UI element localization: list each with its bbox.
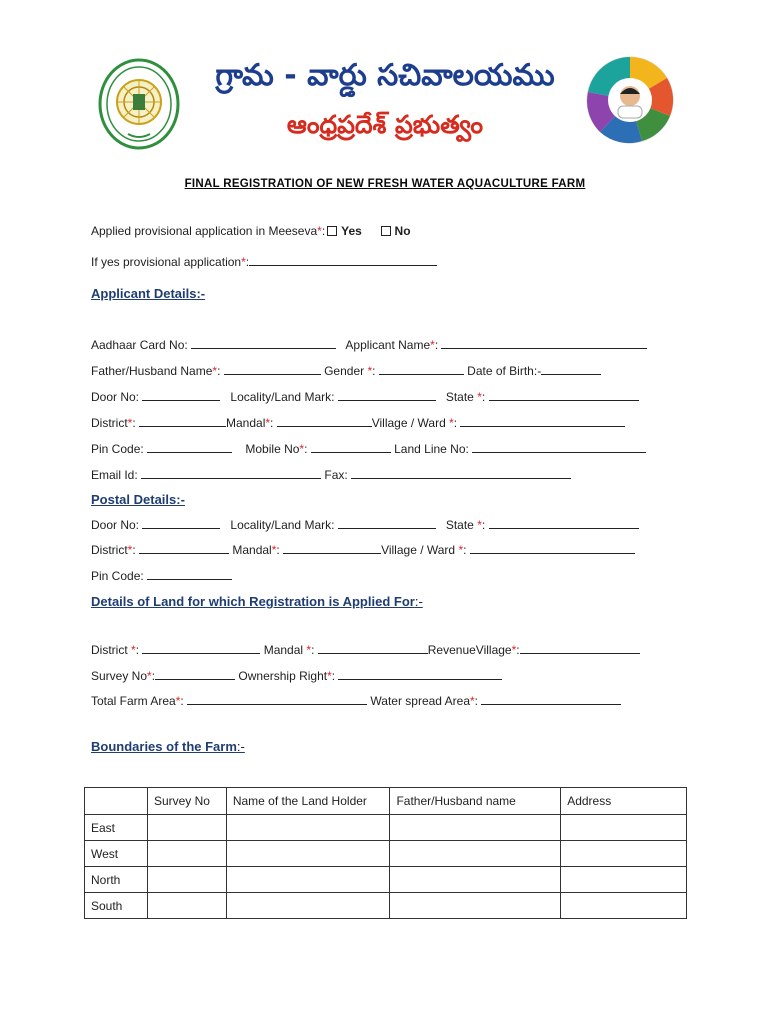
yes-checkbox[interactable]	[327, 226, 337, 236]
district-row: District*: Mandal*: Village / Ward *:	[91, 415, 625, 431]
provisional-row: If yes provisional application*:	[91, 254, 437, 270]
mandal-label: Mandal	[226, 416, 266, 430]
table-header-cell: Survey No	[147, 788, 226, 815]
dob-label: Date of Birth:-	[467, 364, 542, 378]
postal-door-label: Door No:	[91, 518, 140, 532]
survey-label: Survey No	[91, 669, 148, 683]
table-header-cell	[85, 788, 148, 815]
aadhaar-label: Aadhaar Card No:	[91, 338, 188, 352]
water-area-label: Water spread Area	[370, 694, 470, 708]
table-cell[interactable]	[561, 815, 687, 841]
provisional-label: If yes provisional application	[91, 255, 242, 269]
postal-district-row: District*: Mandal*: Village / Ward *:	[91, 542, 635, 558]
table-cell[interactable]	[226, 867, 390, 893]
table-cell[interactable]	[561, 841, 687, 867]
no-checkbox[interactable]	[381, 226, 391, 236]
district-input[interactable]	[139, 415, 226, 427]
postal-pin-row	[91, 568, 232, 584]
table-row	[85, 815, 687, 841]
survey-row: Survey No*: Ownership Right*:	[91, 668, 502, 684]
ownership-label: Ownership Right	[238, 669, 328, 683]
provisional-input[interactable]	[249, 254, 437, 266]
postal-locality-label: Locality/Land Mark:	[230, 518, 335, 532]
survey-input[interactable]	[155, 668, 235, 680]
land-section-label: Details of Land for which Registration is Applied For	[91, 594, 415, 609]
applicant-name-input[interactable]	[441, 337, 647, 349]
table-cell[interactable]	[390, 867, 561, 893]
table-cell[interactable]	[561, 893, 687, 919]
fax-input[interactable]	[351, 467, 571, 479]
mobile-input[interactable]	[311, 441, 391, 453]
door-input[interactable]	[142, 389, 220, 401]
boundaries-section-label: Boundaries of the Farm	[91, 739, 237, 754]
father-row: Father/Husband Name*: Gender *: Date of Birth:-	[91, 363, 601, 379]
table-cell[interactable]	[226, 841, 390, 867]
row-label-south: South	[85, 893, 148, 919]
postal-pin-input[interactable]	[147, 568, 232, 580]
postal-door-row: Door No: Locality/Land Mark: State *:	[91, 517, 639, 533]
postal-section-title: Postal Details:-	[91, 492, 185, 507]
mandal-input[interactable]	[277, 415, 372, 427]
revenue-village-input[interactable]	[520, 642, 640, 654]
revenue-village-label: RevenueVillage	[427, 643, 512, 657]
door-row: Door No: Locality/Land Mark: State *:	[91, 389, 639, 405]
boundaries-table	[84, 787, 687, 919]
aadhaar-row: Aadhaar Card No: Applicant Name*:	[91, 337, 647, 353]
dob-input[interactable]	[541, 363, 601, 375]
table-header-row	[85, 788, 687, 815]
postal-village-input[interactable]	[470, 542, 635, 554]
row-label-west: West	[85, 841, 148, 867]
total-area-label: Total Farm Area	[91, 694, 176, 708]
table-cell[interactable]	[390, 815, 561, 841]
land-district-row: District *: Mandal *: RevenueVillage*:	[91, 642, 640, 658]
row-label-east: East	[85, 815, 148, 841]
applicant-name-label: Applicant Name	[345, 338, 431, 352]
table-cell[interactable]	[147, 867, 226, 893]
table-cell[interactable]	[147, 893, 226, 919]
village-label: Village / Ward	[371, 416, 446, 430]
father-label: Father/Husband Name	[91, 364, 213, 378]
area-row: Total Farm Area*: Water spread Area*:	[91, 693, 621, 709]
form-title: FINAL REGISTRATION OF NEW FRESH WATER AQUACULTURE FARM	[184, 178, 586, 190]
table-cell[interactable]	[226, 815, 390, 841]
table-row	[85, 893, 687, 919]
gender-label: Gender	[324, 364, 365, 378]
email-row	[91, 467, 571, 483]
father-input[interactable]	[224, 363, 321, 375]
boundaries-section-suffix: :-	[236, 739, 245, 754]
land-mandal-input[interactable]	[318, 642, 428, 654]
district-label: District	[91, 416, 128, 430]
total-area-input[interactable]	[187, 693, 367, 705]
table-cell[interactable]	[561, 867, 687, 893]
land-section-suffix: :-	[414, 594, 423, 609]
row-label-north: North	[85, 867, 148, 893]
water-area-input[interactable]	[481, 693, 621, 705]
meeseva-row: Applied provisional application in Meeseva*: Yes No	[91, 224, 411, 238]
table-header-cell: Father/Husband name	[390, 788, 561, 815]
land-district-input[interactable]	[142, 642, 260, 654]
table-cell[interactable]	[147, 841, 226, 867]
pin-row: Pin Code: Mobile No*: Land Line No:	[91, 441, 646, 457]
meeseva-label: Applied provisional application in Meeseva	[91, 224, 318, 238]
table-cell[interactable]	[147, 815, 226, 841]
table-header-cell: Address	[561, 788, 687, 815]
table-row	[85, 867, 687, 893]
state-label: State	[445, 390, 474, 404]
postal-mandal-label: Mandal	[232, 543, 272, 557]
table-cell[interactable]	[390, 841, 561, 867]
state-input[interactable]	[489, 389, 639, 401]
landline-label: Land Line No:	[394, 442, 469, 456]
email-input[interactable]	[141, 467, 321, 479]
gender-input[interactable]	[379, 363, 464, 375]
boundaries-section-title	[91, 739, 245, 754]
fax-label: Fax:	[324, 468, 348, 482]
email-label: Email Id:	[91, 468, 138, 482]
table-header-cell: Name of the Land Holder	[226, 788, 390, 815]
door-label: Door No:	[91, 390, 140, 404]
applicant-section-title: Applicant Details:-	[91, 286, 206, 301]
postal-state-input[interactable]	[489, 517, 639, 529]
table-cell[interactable]	[390, 893, 561, 919]
postal-locality-input[interactable]	[338, 517, 436, 529]
postal-village-label: Village / Ward	[381, 543, 456, 557]
aadhaar-input[interactable]	[191, 337, 336, 349]
ownership-input[interactable]	[338, 668, 502, 680]
pin-input[interactable]	[147, 441, 232, 453]
land-mandal-label: Mandal	[263, 643, 304, 657]
locality-label: Locality/Land Mark:	[230, 390, 335, 404]
postal-door-input[interactable]	[142, 517, 220, 529]
postal-mandal-input[interactable]	[283, 542, 381, 554]
table-row	[85, 841, 687, 867]
mobile-label: Mobile No	[245, 442, 300, 456]
header-title-telugu: గ్రామ - వార్డు సచివాలయము	[215, 58, 555, 93]
landline-input[interactable]	[472, 441, 646, 453]
state-emblem-seal-icon	[98, 58, 180, 150]
postal-district-label: District	[91, 543, 128, 557]
postal-state-label: State	[445, 518, 474, 532]
locality-input[interactable]	[338, 389, 436, 401]
header-subtitle-telugu: ఆంధ్రప్రదేశ్ ప్రభుత్వం	[286, 110, 484, 139]
table-cell[interactable]	[226, 893, 390, 919]
postal-pin-label: Pin Code:	[91, 569, 144, 583]
yes-label: Yes	[341, 224, 362, 238]
village-input[interactable]	[460, 415, 625, 427]
no-label: No	[394, 224, 411, 238]
land-section-title	[91, 594, 423, 609]
pin-label: Pin Code:	[91, 442, 144, 456]
welfare-schemes-circle-icon	[586, 56, 674, 144]
postal-district-input[interactable]	[139, 542, 229, 554]
land-district-label: District	[91, 643, 128, 657]
